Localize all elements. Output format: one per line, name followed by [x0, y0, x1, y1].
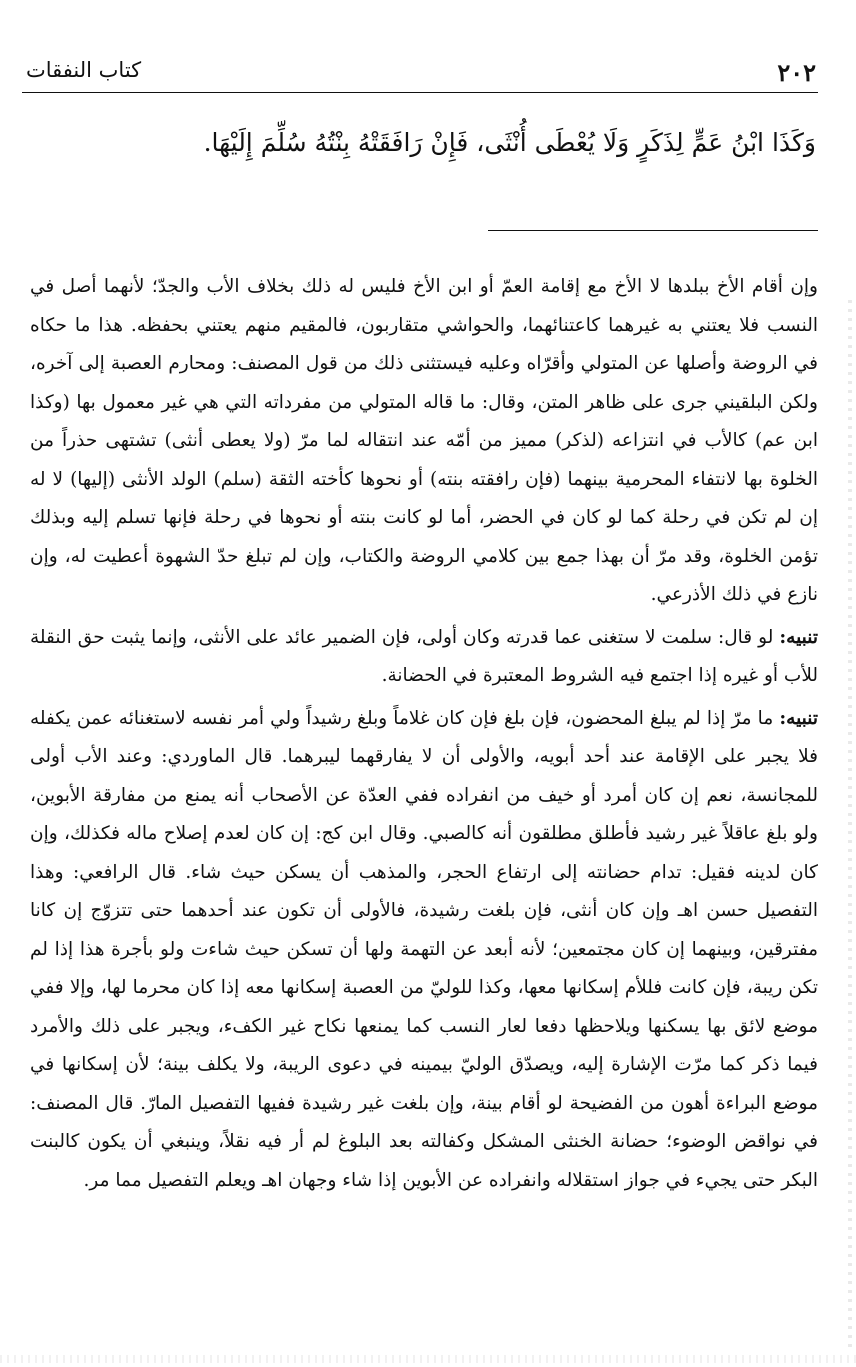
matn-text: وَكَذَا ابْنُ عَمٍّ لِذَكَرٍ وَلَا يُعْطَى أُنْثَى، فَإِنْ رَافَقَتْهُ بِنْتُهُ سُلِّمَ إِلَيْهَا. — [203, 128, 816, 157]
tanbih-label: تنبيه: — [779, 626, 818, 648]
tanbih-label: تنبيه: — [779, 707, 818, 729]
page-number: ٢٠٢ — [777, 58, 816, 87]
tanbih-paragraph-2 — [30, 700, 818, 1201]
running-head — [22, 52, 818, 93]
tanbih-text: لو قال: سلمت لا ستغنى عما قدرته وكان أولى، فإن الضمير عائد على الأنثى، وإنما يثبت حق النقلة للأب أو غيره إذا اجتمع فيه الشروط المعتبرة في الحضانة. — [30, 626, 818, 686]
scan-edge-artifact — [848, 300, 852, 1350]
footnote-separator — [488, 230, 818, 231]
commentary-body — [30, 268, 818, 1200]
commentary-paragraph: وإن أقام الأخ ببلدها لا الأخ مع إقامة العمّ أو ابن الأخ فليس له ذلك بخلاف الأب والجدّ؛ لأنهما أصل في النسب فلا يعتني به غيرهما كاعتنائهما، والحواشي متقاربون، فالمقيم منهم يعتني بحفظه. هذا ما حكاه في الروضة وأصلها عن المتولي وأقرّاه وعليه فيستثنى ذلك من قول المصنف: ومحارم العصبة إلى آخره، ولكن البلقيني جرى على ظاهر المتن، وقال: ما قاله المتولي من مفرداته التي هي غير معمول بها (وكذا ابن عم) كالأب في انتزاعه (لذكر) مميز من أمّه عند انتقاله لما مرّ (ولا يعطى أنثى) تشتهى حذراً من الخلوة بها لانتفاء المحرمية بينهما (فإن رافقته بنته) أو نحوها كأخته الثقة (سلم) الولد الأنثى (إليها) لا له إن لم تكن في رحلة كما لو كان في الحضر، أما لو كانت بنته أو نحوها في رحلة فإنها تسلم إليه وبذلك تؤمن الخلوة، وقد مرّ أن بهذا جمع بين كلامي الروضة والكتاب، وإن لم تبلغ حدّ الشهوة أعطيت له، وإن نازع في ذلك الأذرعي. — [30, 276, 818, 605]
scan-bottom-artifact — [0, 1355, 856, 1363]
tanbih-paragraph-1 — [30, 619, 818, 696]
tanbih-text: ما مرّ إذا لم يبلغ المحضون، فإن بلغ فإن كان غلاماً وبلغ رشيداً ولي أمر نفسه لاستغنائه عمن يكفله فلا يجبر على الإقامة عند أحد أبويه، والأولى أن لا يفارقهما ليبرهما. قال الماوردي: وعند الأب أولى للمجانسة، نعم إن كان أمرد أو خيف من انفراده ففي العدّة عن الأصحاب أنه يمنع من مفارقة الأبوين، ولو بلغ عاقلاً غير رشيد فأطلق مطلقون أنه كالصبي. وقال ابن كج: إن كان لعدم إصلاح ماله فكذلك، وإن كان لدينه فقيل: تدام حضانته إلى ارتفاع الحجر، والمذهب أن يسكن حيث شاء. قال الرافعي: وهذا التفصيل حسن اهـ وإن كان أنثى، فإن بلغت رشيدة، فالأولى أن تكون عند أحدهما حتى تتزوّج إن كانا مفترقين، وبينهما إن كان مجتمعين؛ لأنه أبعد عن التهمة ولها أن تسكن حيث شاءت ولو بأجرة هذا إذا لم تكن ريبة، فإن كانت فللأم إسكانها معها، وكذا للوليّ من العصبة إسكانها معه إذا كان محرما لها، وإلا ففي موضع لائق بها يسكنها ويلاحظها دفعا لعار النسب كما يمنعها نكاح غير الكفء، ويجبر على ذلك والأمرد فيما ذكر كما مرّت الإشارة إليه، ويصدّق الوليّ بيمينه في دعوى الريبة، ولا يكلف بينة؛ لأن إسكانها في موضع البراءة أهون من الفضيحة لو أقام بينة، وإن بلغت غير رشيدة ففيها التفصيل المارّ. قال المصنف: في نواقض الوضوء؛ حضانة الخنثى المشكل وكفالته بعد البلوغ لم أر فيه نقلاً، وينبغي أن يكون كالبنت البكر حتى يجيء في جواز استقلاله وانفراده عن الأبوين إذا شاء وجهان اهـ ويعلم التفصيل مما مر. — [30, 707, 818, 1191]
book-title: كتاب النفقات — [26, 58, 142, 82]
